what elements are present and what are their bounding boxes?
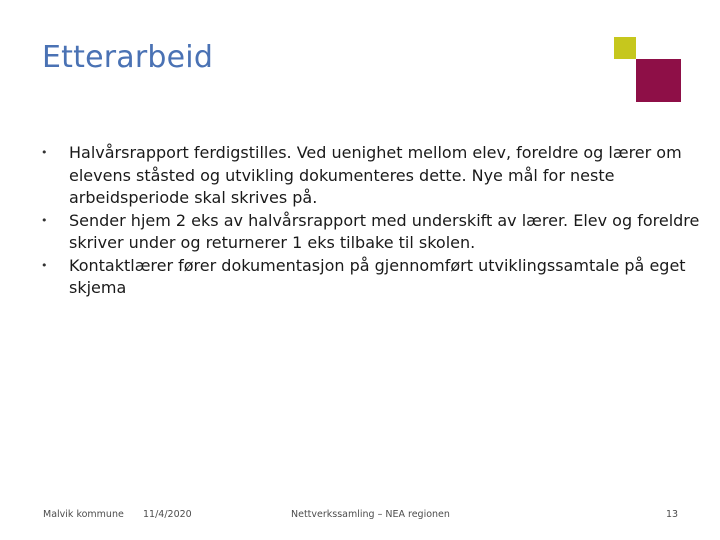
footer-event: Nettverkssamling – NEA regionen [291,509,450,520]
footer-date: 11/4/2020 [143,509,192,520]
footer-organization: Malvik kommune [43,509,124,520]
bullet-marker: • [41,213,48,227]
bullet-item [41,142,704,210]
logo-square-small [614,37,636,59]
bullet-text: Halvårsrapport ferdigstilles. Ved uenighet mellom elev, foreldre og lærer om elevens ståsted og utvikling dokumenteres dette. Nye mål for neste arbeidsperiode skal skrives på. [69,143,682,207]
bullet-item [41,255,704,300]
logo-square-large [636,59,681,102]
bullet-text: Sender hjem 2 eks av halvårsrapport med underskift av lærer. Elev og foreldre skriver under og returnerer 1 eks tilbake til skolen. [69,210,700,252]
bullet-text: Kontaktlærer fører dokumentasjon på gjennomført utviklingssamtale på eget skjema [69,255,686,297]
footer-page-number: 13 [666,509,679,520]
bullet-list [41,142,704,300]
bullet-item [41,210,704,255]
bullet-marker: • [41,146,48,159]
bullet-marker: • [41,258,48,272]
slide-title: Etterarbeid [42,40,214,75]
